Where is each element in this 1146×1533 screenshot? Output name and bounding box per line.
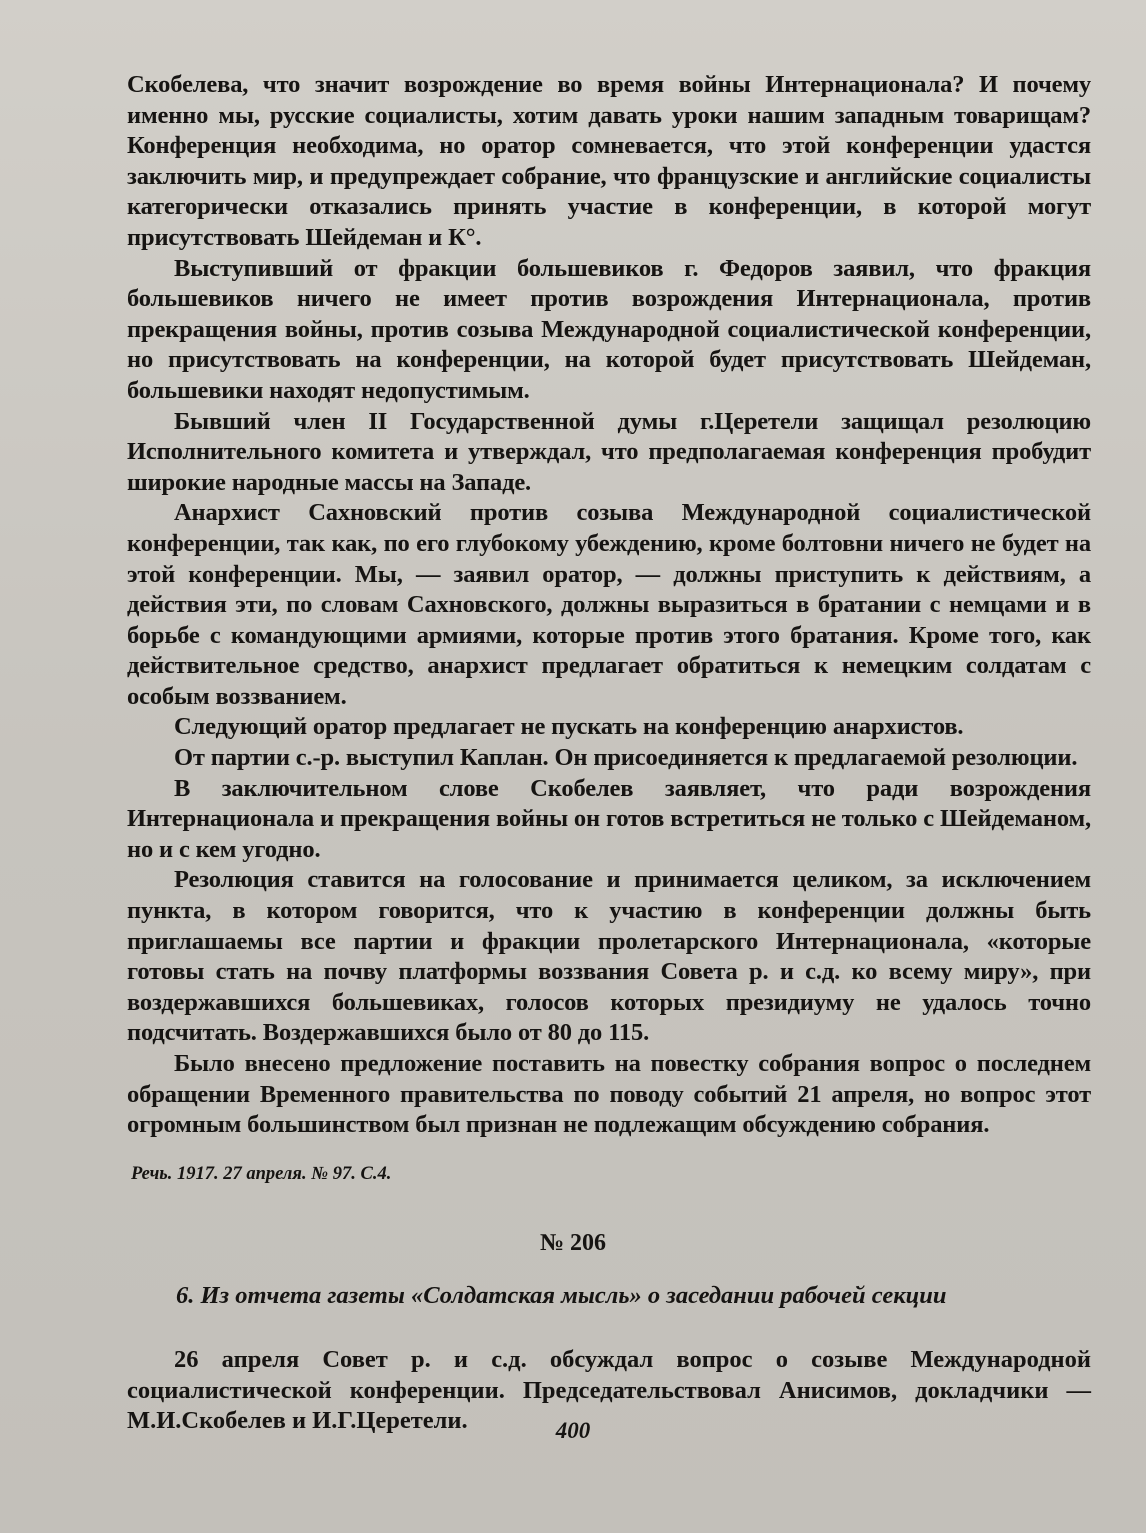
document-title: 6. Из отчета газеты «Солдатская мысль» о заседании рабочей секции xyxy=(176,1282,947,1309)
paragraph: Резолюция ставится на голосование и принимается целиком, за исключением пункта, в котором говорится, что к участию в конференции должны быть приглашаемы все партии и фракции пролетарского Интернационала, «которые готовы стать на почву платформы воззвания Совета р. и с.д. ко всему миру», при воздержавшихся большевиках, голосов которых президиуму не удалось точно подсчитать. Воздержавшихся было от 80 до 115. xyxy=(127,866,1091,1047)
paragraph: Следующий оратор предлагает не пускать на конференцию анархистов. xyxy=(174,713,964,741)
paragraph: От партии с.-р. выступил Каплан. Он присоединяется к предлагаемой резолюции. xyxy=(174,744,1078,772)
body-text xyxy=(127,70,1091,1141)
paragraph-continuation: Скобелева, что значит возрождение во время войны Интернационала? И почему именно мы, русские социалисты, хотим давать уроки нашим западным товарищам? Конференция необходима, но оратор сомневается, что этой конференции удастся заключить мир, и предупреждает собрание, что французские и английские социалисты категорически отказались принять участие в конференции, в которой могут присутствовать Шейдеман и К°. xyxy=(127,71,1091,251)
paragraph: Анархист Сахновский против созыва Международной социалистической конференции, так как, по его глубокому убеждению, кроме болтовни ничего не будет на этой конференции. Мы, — заявил оратор, — должны приступить к действиям, а действия эти, по словам Сахновского, должны выразиться в братании с немцами и в борьбе с командующими армиями, которые против этого братания. Кроме того, как действительное средство, анархист предлагает обратиться к немецким солдатам с особым воззванием. xyxy=(127,499,1091,710)
source-citation: Речь. 1917. 27 апреля. № 97. С.4. xyxy=(131,1164,392,1184)
page-number: 400 xyxy=(555,1418,591,1443)
paragraph: Выступивший от фракции большевиков г. Федоров заявил, что фракция большевиков ничего не имеет против возрождения Интернационала, против прекращения войны, против созыва Международной социалистической конференции, но присутствовать на конференции, на которой будет присутствовать Шейдеман, большевики находят недопустимым. xyxy=(127,254,1091,404)
paragraph: В заключительном слове Скобелев заявляет, что ради возрождения Интернационала и прекращения войны он готов встретиться не только с Шейдеманом, но и с кем угодно. xyxy=(127,774,1091,863)
lead-paragraph: 26 апреля Совет р. и с.д. обсуждал вопрос о созыве Международной социалистической конференции. Председательствовал Анисимов, докладчики — М.И.Скобелев и И.Г.Церетели. xyxy=(127,1346,1091,1435)
paragraph: Было внесено предложение поставить на повестку собрания вопрос о последнем обращении Временного правительства по поводу событий 21 апреля, но вопрос этот огромным большинством был признан не подлежащим обсуждению собрания. xyxy=(127,1050,1091,1139)
paragraph: Бывший член II Государственной думы г.Церетели защищал резолюцию Исполнительного комитета и утверждал, что предполагаемая конференция пробудит широкие народные массы на Западе. xyxy=(127,407,1091,496)
document-number: № 206 xyxy=(539,1230,607,1256)
